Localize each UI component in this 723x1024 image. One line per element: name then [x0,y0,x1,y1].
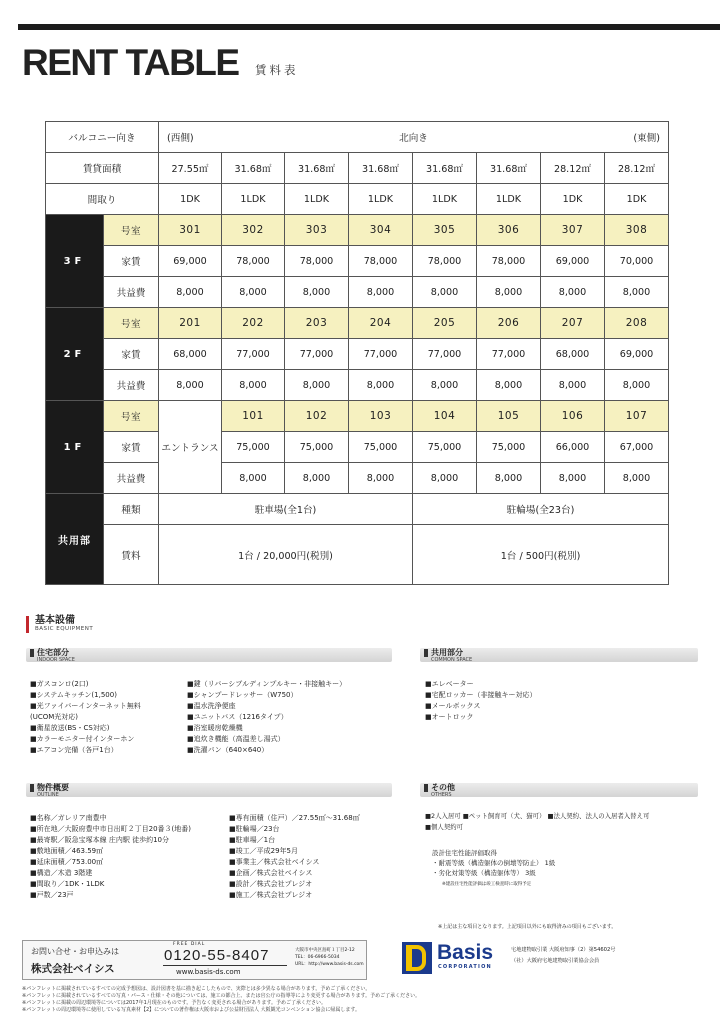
rent-cell: 70,000 [605,246,669,277]
outline-title-en: OUTLINE [37,792,59,798]
list-item: ■光ファイバーインターネット無料 [30,702,141,710]
basis-logo-icon [402,942,432,974]
phone-underline [163,965,287,966]
fee-cell: 8,000 [413,463,477,494]
floor-2f-rent-row [46,339,669,370]
list-item: ■間取り／1DK・1LDK [30,880,105,888]
common-space-title-en: COMMON SPACE [431,657,473,663]
parking-price: 1台 / 20,000円(税別) [159,525,413,585]
fee-cell: 8,000 [222,370,285,401]
page-title: RENT TABLE [22,42,239,83]
list-item: ■戸数／23戸 [30,891,74,899]
brand-sub: CORPORATION [438,964,492,970]
brand-name: Basis [437,941,494,964]
performance-item: ・劣化対策等級（構造躯体等） 3級 [432,869,536,877]
common-price-row [46,525,669,585]
room-cell: 203 [285,308,349,339]
layout-row [46,184,669,215]
layout-cell: 1LDK [477,184,541,215]
address-tel: TEL：06-6966-5034 [295,955,340,960]
outline-title: 物件概要 [37,783,69,792]
floor-3f-rent-row [46,246,669,277]
rent-cell: 75,000 [413,432,477,463]
others-header-bar [420,783,698,797]
fee-cell: 8,000 [477,370,541,401]
room-cell: 208 [605,308,669,339]
fine-print-line: ※パンフレットに掲載の周辺環境等については2017年1月現在のものです。予告なく変更される場合があります。予めご了承ください。 [22,1000,326,1006]
fine-print-line: ※パンフレットに掲載されているすべての写真・パース・仕様・その他については、施工の都合上、または官公庁の指導等により変更する場合があります。予めご了承ください。 [22,993,421,999]
fee-cell: 8,000 [222,463,285,494]
list-item: ■カラーモニター付インターホン [30,735,135,743]
rent-cell: 78,000 [222,246,285,277]
fee-cell: 8,000 [541,463,605,494]
rent-cell: 69,000 [159,246,222,277]
common-space-title: 共用部分 [431,648,463,657]
layout-cell: 1LDK [349,184,413,215]
room-cell: 302 [222,215,285,246]
floor-1f-fee-row [46,463,669,494]
list-item: ■オートロック [425,713,474,721]
room-cell: 202 [222,308,285,339]
layout-cell: 1LDK [413,184,477,215]
others-note: ※上記は主な項目となります。上記項目以外にも取得済みの項目もございます。 [438,924,617,930]
rent-cell: 69,000 [605,339,669,370]
balcony-row [46,122,669,153]
list-item: ■洗濯パン（640×640） [187,746,269,754]
rent-cell: 78,000 [285,246,349,277]
fee-cell: 8,000 [285,277,349,308]
fee-cell: 8,000 [413,370,477,401]
list-item: ■設計／株式会社プレジオ [229,880,313,888]
license-line: （社）大阪府宅地建物取引業協会会員 [511,958,600,964]
list-item: ■駐輪場／23台 [229,825,280,833]
area-cell: 27.55㎡ [159,153,222,184]
list-item: ■浴室暖房乾燥機 [187,724,243,732]
contact-company: 株式会社ベイシス [31,963,115,975]
room-cell: 303 [285,215,349,246]
equipment-section-title [26,616,93,633]
floor-1f-rent-row [46,432,669,463]
list-item: ■企画／株式会社ベイシス [229,869,313,877]
contact-box [22,940,367,980]
rent-cell: 77,000 [222,339,285,370]
fee-cell: 8,000 [285,370,349,401]
layout-cell: 1DK [605,184,669,215]
list-item: ■温水洗浄便座 [187,702,236,710]
price-label: 賃料 [104,525,159,585]
rent-cell: 78,000 [349,246,413,277]
list-item: ■ユニットバス（1216タイプ） [187,713,288,721]
contact-address [295,947,364,968]
fee-label: 共益費 [104,277,159,308]
fee-cell: 8,000 [541,370,605,401]
list-item: ■最寄駅／阪急宝塚本線 庄内駅 徒歩約10分 [30,836,169,844]
room-cell: 107 [605,401,669,432]
rent-cell: 78,000 [477,246,541,277]
contact-inquiry: お問い合せ・お申込みは [31,947,119,956]
phone-number[interactable]: 0120-55-8407 [164,947,270,964]
list-item: (UCOM光対応) [30,713,79,721]
room-cell: 206 [477,308,541,339]
performance-item: ・耐震等級（構造躯体の倒壊等防止） 1級 [432,859,556,867]
fee-cell: 8,000 [159,370,222,401]
rent-cell: 69,000 [541,246,605,277]
others-title: その他 [431,783,455,792]
page-subtitle: 賃料表 [255,63,299,77]
area-cell: 31.68㎡ [413,153,477,184]
rent-cell: 68,000 [541,339,605,370]
license-info [511,945,615,967]
common-kind-row [46,494,669,525]
fee-cell: 8,000 [413,277,477,308]
fee-cell: 8,000 [605,463,669,494]
kind-label: 種類 [104,494,159,525]
common-label: 共用部 [46,494,104,585]
website-link[interactable]: www.basis-ds.com [176,968,241,976]
bicycle-price: 1台 / 500円(税別) [413,525,669,585]
room-cell: 201 [159,308,222,339]
rent-cell: 67,000 [605,432,669,463]
rent-cell: 68,000 [159,339,222,370]
list-item: ■追炊き機能（高温差し湯式） [187,735,285,743]
floor-2f-label: 2F [46,308,104,401]
floor-2f-room-row [46,308,669,339]
outline-list-2 [229,813,360,901]
floor-3f-room-row [46,215,669,246]
fee-cell: 8,000 [477,463,541,494]
area-cell: 28.12㎡ [541,153,605,184]
fine-print-line: ※パンフレットに掲載されているすべての完成予想図は、設計図書を基に描き起こしたもので、実際とは多少異なる場合があります。予めご了承ください。 [22,986,371,992]
balcony-directions [159,122,669,153]
list-item: ■敷地面積／463.59㎡ [30,847,104,855]
room-cell: 101 [222,401,285,432]
room-cell: 102 [285,401,349,432]
rent-cell: 66,000 [541,432,605,463]
freedial-label: FREE DIAL [173,942,206,947]
layout-cell: 1LDK [222,184,285,215]
list-item: ■構造／木造 3階建 [30,869,93,877]
balcony-label: バルコニー向き [46,122,159,153]
address-url: URL：http://www.basis-ds.com [295,962,364,967]
fee-cell: 8,000 [222,277,285,308]
fee-cell: 8,000 [541,277,605,308]
address-line: 大阪市中央区島町１丁目2-12 [295,948,355,953]
area-cell: 31.68㎡ [349,153,413,184]
floor-3f-label: 3F [46,215,104,308]
room-cell: 301 [159,215,222,246]
area-cell: 28.12㎡ [605,153,669,184]
room-cell: 106 [541,401,605,432]
room-cell: 103 [349,401,413,432]
layout-cell: 1DK [159,184,222,215]
room-cell: 304 [349,215,413,246]
list-item: ■メールボックス [425,702,481,710]
fee-cell: 8,000 [477,277,541,308]
area-label: 賃貸面積 [46,153,159,184]
area-cell: 31.68㎡ [222,153,285,184]
room-cell: 306 [477,215,541,246]
others-header [424,784,455,798]
rent-label: 家賃 [104,246,159,277]
others-line-2: ■個人契約可 [425,823,463,831]
outline-header-bar [26,783,392,797]
fee-cell: 8,000 [159,277,222,308]
fee-label: 共益費 [104,370,159,401]
list-item: ■エアコン完備（各戸1台） [30,746,118,754]
room-cell: 205 [413,308,477,339]
rent-cell: 77,000 [349,339,413,370]
top-rule [18,24,720,30]
list-item: ■ガスコンロ(2口) [30,680,89,688]
area-cell: 31.68㎡ [285,153,349,184]
rent-label: 家賃 [104,339,159,370]
floor-3f-fee-row [46,277,669,308]
bicycle-kind: 駐輪場(全23台) [413,494,669,525]
indoor-header [30,649,75,663]
list-item: ■シャンプードレッサー（W750） [187,691,298,699]
parking-kind: 駐車場(全1台) [159,494,413,525]
rent-cell: 78,000 [413,246,477,277]
indoor-header-bar [26,648,392,662]
outline-list-1 [30,813,191,901]
room-label: 号室 [104,401,159,432]
area-cell: 31.68㎡ [477,153,541,184]
dir-west: (西側) [167,133,194,144]
area-row [46,153,669,184]
room-cell: 204 [349,308,413,339]
room-label: 号室 [104,308,159,339]
list-item: ■駐車場／1台 [229,836,276,844]
fee-label: 共益費 [104,463,159,494]
fine-print-line: ※パンフレットの周辺環境等に使用している写真素材【2】についての著作権は大阪市および公益財団法人 大阪観光コンベンション協会に帰属します。 [22,1007,360,1013]
room-label: 号室 [104,215,159,246]
floor-1f-label: 1F [46,401,104,494]
indoor-list-1 [30,679,141,756]
list-item: ■衛星放送(BS・CS対応) [30,724,110,732]
performance-list [432,848,555,890]
fee-cell: 8,000 [349,277,413,308]
rent-cell: 75,000 [285,432,349,463]
rent-cell: 75,000 [222,432,285,463]
fee-cell: 8,000 [349,463,413,494]
equipment-title: 基本設備 [35,615,75,626]
list-item: ■名称／ガレリア南豊中 [30,814,107,822]
rent-table [45,121,669,585]
list-item: ■事業主／株式会社ベイシス [229,858,320,866]
fee-cell: 8,000 [605,277,669,308]
list-item: ■宅配ロッカー（非接触キー対応） [425,691,537,699]
room-cell: 207 [541,308,605,339]
dir-north: 北向き [399,133,428,144]
list-item: ■鍵（リバーシブルディンプルキー・非接触キー） [187,680,347,688]
others-list [425,811,649,833]
list-item: ■施工／株式会社プレジオ [229,891,313,899]
dir-east: (東側) [633,133,661,144]
indoor-list-2 [187,679,346,756]
layout-cell: 1LDK [285,184,349,215]
rent-cell: 77,000 [477,339,541,370]
layout-cell: 1DK [541,184,605,215]
common-space-list [425,679,536,723]
common-space-header [424,649,472,663]
indoor-title: 住宅部分 [37,648,69,657]
fee-cell: 8,000 [605,370,669,401]
rent-cell: 77,000 [413,339,477,370]
list-item: ■エレベーター [425,680,474,688]
rent-label: 家賃 [104,432,159,463]
list-item: ■専有面積（住戸）／27.55㎡〜31.68㎡ [229,814,360,822]
layout-label: 間取り [46,184,159,215]
fine-print [22,986,712,1014]
others-title-en: OTHERS [431,792,452,798]
room-cell: 307 [541,215,605,246]
room-cell: 105 [477,401,541,432]
entrance-cell: エントランス [159,401,222,494]
rent-cell: 75,000 [349,432,413,463]
license-line: 宅地建物取引業 大阪府知事（2）第54602号 [511,947,616,953]
list-item: ■所在地／大阪府豊中市日出町２丁目20番３(地番) [30,825,191,833]
fee-cell: 8,000 [349,370,413,401]
room-cell: 308 [605,215,669,246]
floor-2f-fee-row [46,370,669,401]
equipment-title-en: BASIC EQUIPMENT [35,626,94,632]
performance-title: 設計住宅性能評価取得 [432,849,497,857]
fee-cell: 8,000 [285,463,349,494]
rent-cell: 77,000 [285,339,349,370]
list-item: ■延床面積／753.00㎡ [30,858,104,866]
list-item: ■システムキッチン(1,500) [30,691,117,699]
outline-header [30,784,69,798]
list-item: ■竣工／平成29年5月 [229,847,298,855]
room-cell: 305 [413,215,477,246]
performance-note: ※建設住宅性能評価は竣工検査時に取得予定 [442,882,532,887]
room-cell: 104 [413,401,477,432]
indoor-title-en: INDOOR SPACE [37,657,75,663]
others-line-1: ■2人入居可 ■ペット飼育可（犬、猫可） ■法人契約、法人の入居者入替え可 [425,812,650,820]
floor-1f-room-row [46,401,669,432]
rent-cell: 75,000 [477,432,541,463]
